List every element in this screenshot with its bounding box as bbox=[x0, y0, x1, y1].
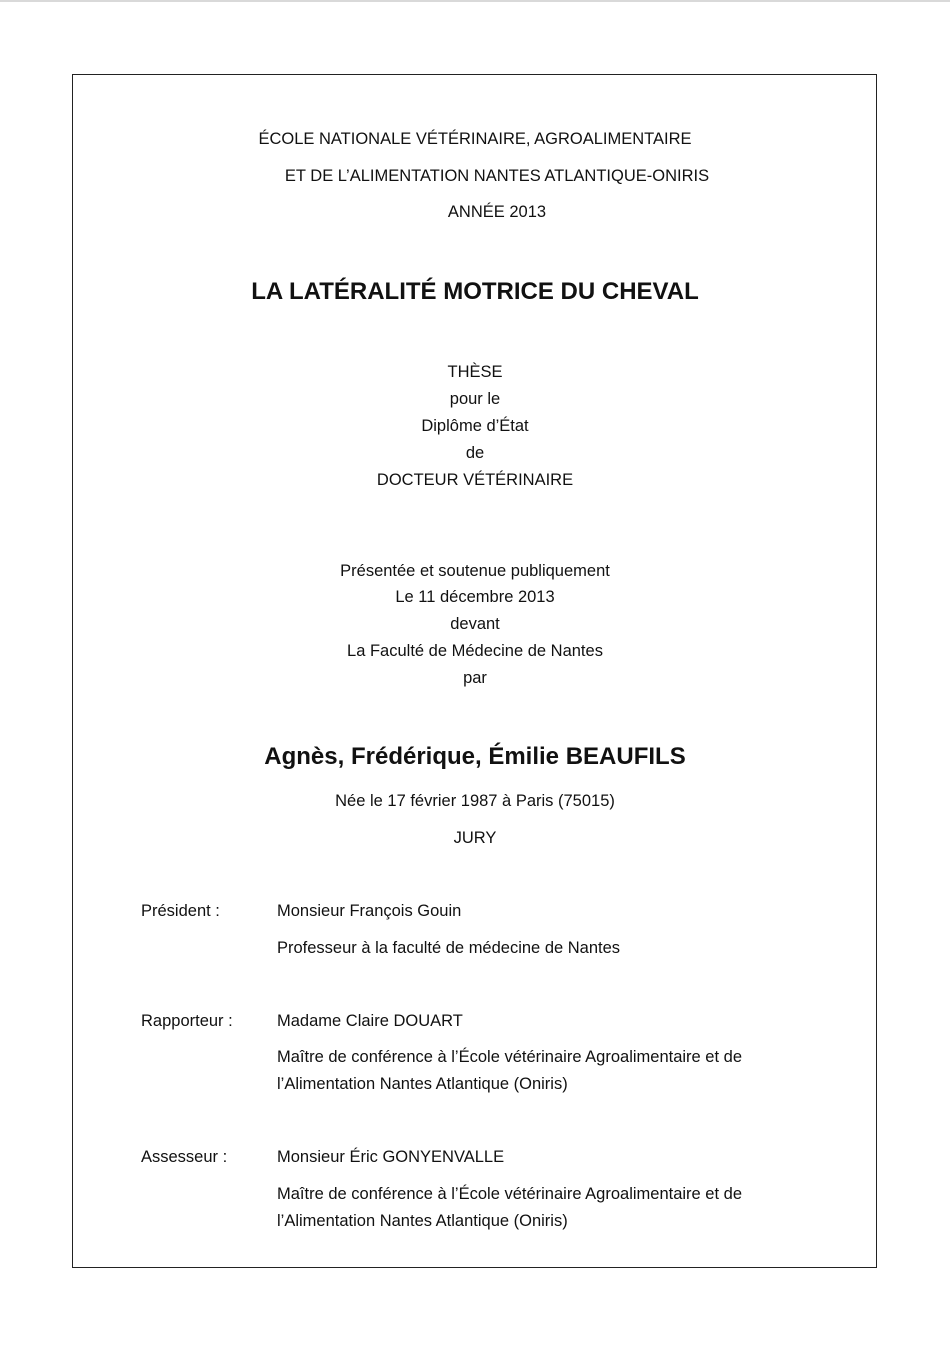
defense-line2: Le 11 décembre 2013 bbox=[395, 588, 555, 606]
jury-name-president: Monsieur François Gouin bbox=[277, 902, 462, 920]
jury-role-rapporteur: Rapporteur : bbox=[141, 1012, 233, 1030]
defense-line4: La Faculté de Médecine de Nantes bbox=[347, 642, 603, 660]
jury-title-assesseur-line2: l’Alimentation Nantes Atlantique (Oniris) bbox=[277, 1212, 568, 1230]
thesis-line5: DOCTEUR VÉTÉRINAIRE bbox=[376, 471, 574, 489]
jury-name-assesseur: Monsieur Éric GONYENVALLE bbox=[277, 1148, 505, 1166]
thesis-line1: THÈSE bbox=[447, 363, 503, 381]
jury-title-assesseur-line1: Maître de conférence à l’École vétérinaire Agroalimentaire et de bbox=[277, 1185, 743, 1203]
top-edge-line bbox=[0, 0, 950, 2]
jury-role-president: Président : bbox=[141, 902, 220, 920]
school-name-line1: ÉCOLE NATIONALE VÉTÉRINAIRE, AGROALIMENTAIRE bbox=[258, 130, 692, 148]
jury-title-rapporteur-line2: l’Alimentation Nantes Atlantique (Oniris) bbox=[277, 1075, 568, 1093]
jury-heading: JURY bbox=[453, 829, 497, 847]
author-birth: Née le 17 février 1987 à Paris (75015) bbox=[335, 792, 615, 810]
jury-title-president: Professeur à la faculté de médecine de Nantes bbox=[277, 939, 621, 957]
thesis-title: LA LATÉRALITÉ MOTRICE DU CHEVAL bbox=[251, 278, 699, 305]
jury-role-assesseur: Assesseur : bbox=[141, 1148, 228, 1166]
year: ANNÉE 2013 bbox=[447, 203, 547, 221]
defense-line3: devant bbox=[450, 615, 500, 633]
jury-title-rapporteur-line1: Maître de conférence à l’École vétérinaire Agroalimentaire et de bbox=[277, 1048, 743, 1066]
defense-line1: Présentée et soutenue publiquement bbox=[340, 562, 610, 580]
jury-name-rapporteur: Madame Claire DOUART bbox=[277, 1012, 463, 1030]
defense-line5: par bbox=[463, 669, 487, 687]
thesis-line4: de bbox=[465, 444, 485, 462]
thesis-line3: Diplôme d’État bbox=[421, 417, 529, 435]
school-name-line2: ET DE L’ALIMENTATION NANTES ATLANTIQUE-ONIRIS bbox=[284, 167, 710, 185]
thesis-line2: pour le bbox=[449, 390, 501, 408]
author-name: Agnès, Frédérique, Émilie BEAUFILS bbox=[264, 743, 686, 770]
